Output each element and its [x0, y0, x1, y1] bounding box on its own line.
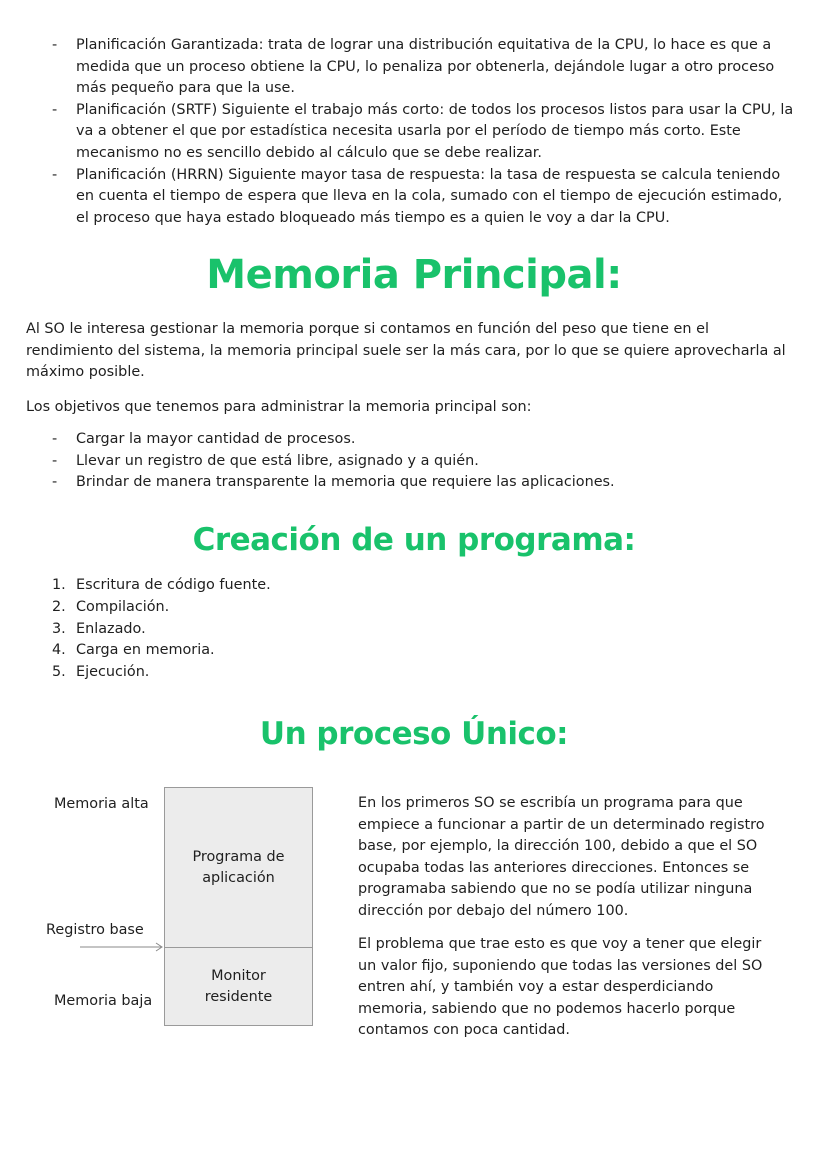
step-text: Ejecución. — [76, 664, 150, 681]
list-item — [52, 575, 271, 597]
step-number: 2. — [52, 598, 66, 615]
list-item-text: Brindar de manera transparente la memoria que requiere las aplicaciones. — [76, 474, 615, 491]
list-item — [52, 640, 271, 662]
step-number: 3. — [52, 620, 66, 637]
proceso-unico-paragraph-2: El problema que trae esto es que voy a tener que elegir un valor fijo, suponiendo que todas las versiones del SO entren ahí, y también voy a estar desperdiciando memoria, sabiendo que no podemos hacerlo porque contamos con poca cantidad. — [358, 936, 763, 1039]
block-monitor-residente-label: Monitor residente — [204, 967, 273, 1005]
label-registro-base: Registro base — [46, 922, 144, 938]
block-programa-aplicacion-label: Programa de aplicación — [192, 848, 285, 886]
step-text: Enlazado. — [76, 620, 146, 637]
list-item-text: Planificación (SRTF) Siguiente el trabajo más corto: de todos los procesos listos para usar la CPU, la va a obtener el que por estadística necesita usarla por el período de tiempo más corto. Este mecanismo no es sencillo debido al cálculo que se debe realizar. — [76, 101, 794, 161]
memoria-intro-paragraph: Al SO le interesa gestionar la memoria porque si contamos en función del peso que tiene en el rendimiento del sistema, la memoria principal suele ser la más cara, por lo que se quiere aprovecharla al máximo posible. — [26, 321, 786, 381]
list-item — [52, 472, 797, 494]
label-memoria-baja: Memoria baja — [54, 993, 153, 1009]
heading-memoria-principal: Memoria Principal: — [206, 252, 622, 298]
list-item — [52, 35, 797, 100]
step-text: Carga en memoria. — [76, 642, 215, 659]
proceso-unico-paragraph-1: En los primeros SO se escribía un programa para que empiece a funcionar a partir de un determinado registro base, por ejemplo, la dirección 100, debido a que el SO ocupaba todas las anteriores direcciones. Entonces se programaba sabiendo que no se podía utilizar ninguna dirección por debajo del número 100. — [358, 795, 765, 919]
step-text: Escritura de código fuente. — [76, 577, 271, 593]
objectives-list — [52, 429, 797, 494]
list-item-text: Cargar la mayor cantidad de procesos. — [76, 431, 356, 447]
list-item-text: Planificación Garantizada: trata de lograr una distribución equitativa de la CPU, lo hace es que a medida que un proceso obtiene la CPU, lo penaliza por obtenerla, dejándole lugar a otro proceso más pequeño para que la use. — [76, 37, 775, 97]
base-register-arrow-icon — [78, 940, 168, 954]
step-text: Compilación. — [76, 598, 170, 615]
step-number: 1. — [52, 577, 66, 593]
list-item — [52, 451, 797, 473]
heading-creacion-programa: Creación de un programa: — [192, 522, 636, 558]
list-item-text: Llevar un registro de que está libre, asignado y a quién. — [76, 452, 479, 469]
bullet: - — [52, 37, 58, 53]
bullet: - — [52, 166, 58, 183]
heading-proceso-unico: Un proceso Único: — [259, 716, 569, 752]
list-item — [52, 597, 271, 619]
program-steps-list — [52, 575, 271, 684]
block-monitor-residente — [164, 947, 313, 1026]
list-item — [52, 165, 797, 230]
bullet: - — [52, 431, 58, 447]
objectives-intro: Los objetivos que tenemos para administrar la memoria principal son: — [26, 399, 532, 415]
scheduling-list — [52, 35, 797, 229]
step-number: 5. — [52, 664, 66, 681]
bullet: - — [52, 452, 58, 469]
label-memoria-alta: Memoria alta — [54, 796, 149, 812]
list-item — [52, 619, 271, 641]
bullet: - — [52, 474, 58, 491]
list-item — [52, 100, 797, 165]
list-item-text: Planificación (HRRN) Siguiente mayor tasa de respuesta: la tasa de respuesta se calcula teniendo en cuenta el tiempo de espera que lleva en la cola, sumado con el tiempo de ejecución estimado, el proceso que haya estado bloqueado más tiempo es a quien le voy a dar la CPU. — [76, 166, 783, 226]
list-item — [52, 662, 271, 684]
step-number: 4. — [52, 642, 66, 659]
block-programa-aplicacion — [164, 787, 313, 948]
list-item — [52, 429, 797, 451]
bullet: - — [52, 101, 58, 118]
